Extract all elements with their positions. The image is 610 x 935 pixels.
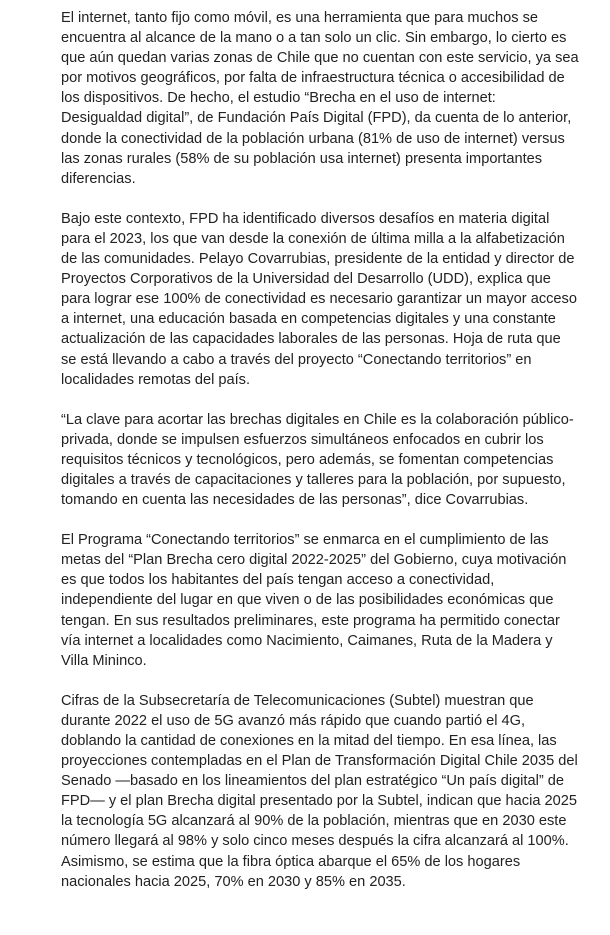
text-line: a internet, una educación basada en competencias digitales y una constante bbox=[61, 311, 556, 328]
text-line: Senado —basado en los lineamientos del plan estratégico “Un país digital” de bbox=[61, 773, 564, 790]
text-line: durante 2022 el uso de 5G avanzó más rápido que cuando partió el 4G, bbox=[61, 712, 526, 729]
text-line: digitales a través de capacitaciones y talleres para la población, por supuesto, bbox=[61, 471, 566, 488]
text-line: independiente del lugar en que viven o de las posibilidades económicas que bbox=[61, 592, 554, 609]
paragraph-context bbox=[61, 209, 601, 390]
text-line: la tecnología 5G alcanzará al 90% de la población, mientras que en 2030 este bbox=[61, 813, 567, 830]
text-line: los dispositivos. De hecho, el estudio “Brecha en el uso de internet: bbox=[61, 90, 496, 107]
text-line: las zonas rurales (58% de su población usa internet) presenta importantes bbox=[61, 150, 543, 167]
text-line: diferencias. bbox=[61, 170, 136, 187]
text-line: Cifras de la Subsecretaría de Telecomunicaciones (Subtel) muestran que bbox=[61, 692, 534, 709]
text-line: FPD— y el plan Brecha digital presentado por la Subtel, indican que hacia 2025 bbox=[61, 793, 577, 810]
text-line: vía internet a localidades como Nacimiento, Caimanes, Ruta de la Madera y bbox=[61, 632, 553, 649]
paragraph-figures bbox=[61, 691, 601, 892]
text-line: para el 2023, los que van desde la conexión de última milla a la alfabetización bbox=[61, 230, 565, 247]
text-line: Desigualdad digital”, de Fundación País Digital (FPD), da cuenta de lo anterior, bbox=[61, 110, 572, 127]
text-line: doblando la cantidad de conexiones en la mitad del tiempo. En esa línea, las bbox=[61, 733, 557, 749]
text-line: metas del “Plan Brecha cero digital 2022-2025” del Gobierno, cuya motivación bbox=[61, 552, 567, 569]
article-body bbox=[61, 8, 601, 912]
text-line: nacionales hacia 2025, 70% en 2030 y 85% en 2035. bbox=[61, 873, 406, 890]
text-line: El internet, tanto fijo como móvil, es una herramienta que para muchos se bbox=[61, 10, 538, 26]
text-line: para lograr ese 100% de conectividad es necesario garantizar un mayor acceso bbox=[61, 291, 577, 308]
text-line: localidades remotas del país. bbox=[61, 371, 251, 388]
text-line: de las comunidades. Pelayo Covarrubias, presidente de la entidad y director de bbox=[61, 251, 575, 268]
text-line: encuentra al alcance de la mano o a tan solo un clic. Sin embargo, lo cierto es bbox=[61, 30, 567, 47]
text-line: donde la conectividad de la población urbana (81% de uso de internet) versus bbox=[61, 130, 565, 147]
paragraph-intro bbox=[61, 8, 601, 189]
text-line: Bajo este contexto, FPD ha identificado diversos desafíos en materia digital bbox=[61, 210, 550, 227]
text-line: requisitos técnicos y tecnológicos, pero además, se fomentan competencias bbox=[61, 451, 554, 468]
text-line: número llegará al 98% y solo cinco meses después la cifra alcanzará al 100%. bbox=[61, 833, 569, 850]
text-line: “La clave para acortar las brechas digitales en Chile es la colaboración público- bbox=[61, 411, 574, 428]
paragraph-program bbox=[61, 530, 601, 671]
text-line: Asimismo, se estima que la fibra óptica abarque el 65% de los hogares bbox=[61, 853, 521, 870]
text-line: privada, donde se impulsen esfuerzos simultáneos enfocados en cubrir los bbox=[61, 431, 544, 448]
text-line: Villa Mininco. bbox=[61, 652, 147, 669]
text-line: es que todos los habitantes del país tengan acceso a conectividad, bbox=[61, 572, 495, 589]
text-line: por motivos geográficos, por falta de infraestructura técnica o accesibilidad de bbox=[61, 70, 565, 87]
text-line: se está llevando a cabo a través del proyecto “Conectando territorios” en bbox=[61, 351, 532, 368]
text-line: tomando en cuenta las necesidades de las personas”, dice Covarrubias. bbox=[61, 492, 529, 509]
text-line: Proyectos Corporativos de la Universidad del Desarrollo (UDD), explica que bbox=[61, 271, 551, 288]
text-line: actualización de las capacidades laborales de las personas. Hoja de ruta que bbox=[61, 331, 561, 348]
paragraph-quote bbox=[61, 410, 601, 510]
text-line: proyecciones contempladas en el Plan de Transformación Digital Chile 2035 del bbox=[61, 753, 578, 770]
text-line: El Programa “Conectando territorios” se enmarca en el cumplimiento de las bbox=[61, 532, 549, 549]
text-line: tengan. En sus resultados preliminares, este programa ha permitido conectar bbox=[61, 612, 560, 629]
text-line: que aún quedan varias zonas de Chile que no cuentan con este servicio, ya sea bbox=[61, 50, 579, 67]
